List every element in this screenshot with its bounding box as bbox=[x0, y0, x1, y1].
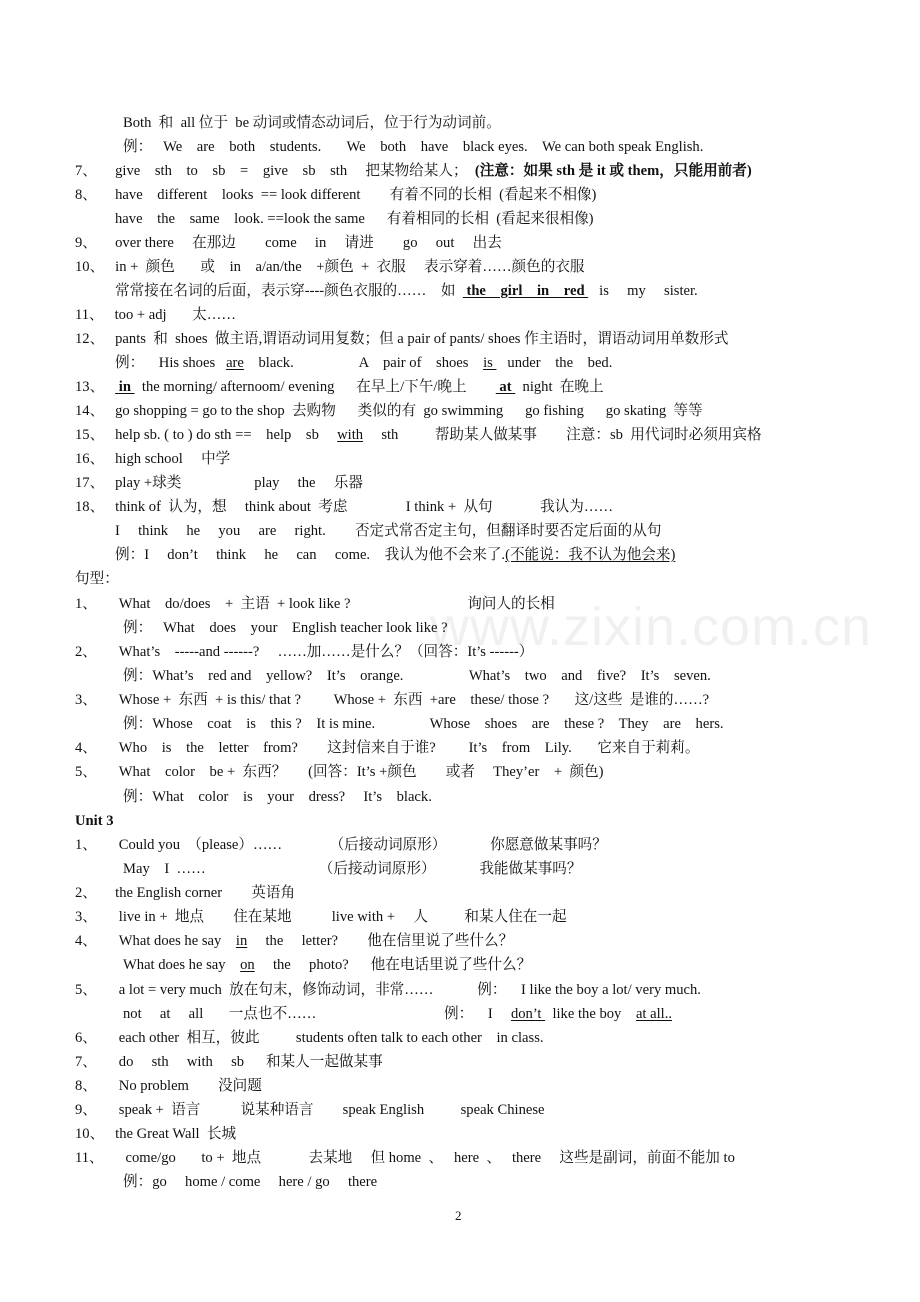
text-segment: 6、 each other 相互，彼此 students often talk to each other in class. bbox=[75, 1030, 544, 1046]
text-segment: 4、 What does he say bbox=[75, 933, 236, 949]
text-segment: 例：I don’t think he can come. 我认为他不会来了. bbox=[115, 547, 506, 563]
text-line bbox=[115, 546, 675, 564]
text-segment: 8、 have different looks == look different 有着不同的长相 (看起来不相像) bbox=[75, 187, 597, 203]
text-line bbox=[75, 908, 567, 926]
text-line bbox=[75, 498, 613, 516]
text-segment: 3、 Whose + 东西 + is this/ that ? Whose + 东西 +are these/ those ? 这/这些 是谁的……? bbox=[75, 692, 710, 708]
text-segment: sth 帮助某人做某事 注意：sb 用代词时必须用宾格 bbox=[363, 427, 762, 443]
text-line bbox=[75, 1125, 236, 1143]
text-line bbox=[75, 234, 502, 252]
text-segment: 3、 live in + 地点 住在某地 live with + 人 和某人住在一起 bbox=[75, 909, 567, 925]
text-segment: I think he you are right. 否定式常否定主句，但翻译时要否定后面的从句 bbox=[115, 523, 662, 539]
underlined-text: (不能说：我不认为他会来) bbox=[505, 547, 676, 563]
underlined-text: at all.. bbox=[635, 1006, 673, 1022]
text-segment: 7、 do sth with sb 和某人一起做某事 bbox=[75, 1054, 383, 1070]
text-segment: 11、 too + adj 太…… bbox=[75, 307, 236, 323]
text-segment: 例： What does your English teacher look like ? bbox=[123, 620, 448, 636]
text-line bbox=[75, 884, 295, 902]
text-line bbox=[123, 138, 703, 156]
text-segment: 14、 go shopping = go to the shop 去购物 类似的有 go swimming go fishing go skating 等等 bbox=[75, 403, 703, 419]
text-segment: 常常接在名词的后面，表示穿----颜色衣服的…… 如 bbox=[115, 283, 463, 299]
text-segment: May I …… （后接动词原形） 我能做某事吗？ bbox=[123, 861, 582, 877]
text-line bbox=[75, 1149, 735, 1167]
underlined-text: is bbox=[483, 355, 497, 371]
text-segment: 4、 Who is the letter from? 这封信来自于谁? It’s from Lily. 它来自于莉莉。 bbox=[75, 740, 700, 756]
text-line bbox=[75, 378, 604, 396]
text-line bbox=[115, 354, 612, 372]
text-segment: 11、 come/go to + 地点 去某地 但 home 、 here 、 there 这些是副词，前面不能加 to bbox=[75, 1150, 735, 1166]
text-line bbox=[75, 763, 604, 781]
text-segment: What does he say bbox=[123, 957, 241, 973]
underlined-text: are bbox=[226, 355, 244, 371]
underlined-text: at bbox=[495, 379, 516, 395]
text-segment: the morning/ afternoom/ evening 在早上/下午/晚上 bbox=[134, 379, 496, 395]
text-line bbox=[75, 932, 513, 950]
underlined-text: with bbox=[337, 427, 364, 443]
text-segment: night 在晚上 bbox=[515, 379, 604, 395]
text-line bbox=[75, 691, 709, 709]
text-line bbox=[123, 619, 448, 637]
text-segment: 5、 a lot = very much 放在句末，修饰动词，非常…… 例： I like the boy a lot/ very much. bbox=[75, 982, 701, 998]
text-segment: 例：go home / come here / go there bbox=[123, 1174, 378, 1190]
text-line bbox=[75, 402, 703, 420]
text-line bbox=[115, 282, 698, 300]
text-line bbox=[123, 114, 501, 132]
text-line bbox=[123, 788, 432, 806]
text-segment: black. A pair of shoes bbox=[243, 355, 484, 371]
text-segment: 7、 give sth to sb = give sb sth 把某物给某人； bbox=[75, 163, 475, 179]
text-line bbox=[75, 1101, 545, 1119]
text-line bbox=[123, 1173, 377, 1191]
text-line bbox=[75, 474, 363, 492]
text-line bbox=[123, 715, 724, 733]
text-line bbox=[75, 330, 728, 348]
text-segment: 15、 help sb. ( to ) do sth == help sb bbox=[75, 427, 338, 443]
text-segment: 例：What’s red and yellow? It’s orange. What’s two and five? It’s seven. bbox=[123, 668, 711, 684]
text-segment: 10、 the Great Wall 长城 bbox=[75, 1126, 237, 1142]
text-line bbox=[123, 667, 711, 685]
text-segment: 1、 Could you （please）…… （后接动词原形） 你愿意做某事吗？ bbox=[75, 837, 607, 853]
text-line bbox=[75, 739, 700, 757]
text-segment: is my sister. bbox=[588, 283, 698, 299]
text-segment: have the same look. ==look the same 有着相同的长相 (看起来很相像) bbox=[115, 211, 594, 227]
text-line bbox=[75, 306, 236, 324]
text-line bbox=[75, 258, 585, 276]
text-segment: 8、 No problem 没问题 bbox=[75, 1078, 262, 1094]
text-line bbox=[75, 981, 701, 999]
text-line bbox=[75, 570, 119, 588]
text-segment: 例： We are both students. We both have black eyes. We can both speak English. bbox=[123, 139, 704, 155]
underlined-text: in bbox=[115, 379, 135, 395]
text-segment: 16、 high school 中学 bbox=[75, 451, 231, 467]
text-segment: 12、 pants 和 shoes 做主语,谓语动词用复数；但 a pair of pants/ shoes 作主语时，谓语动词用单数形式 bbox=[75, 331, 729, 347]
text-segment: 9、 over there 在那边 come in 请进 go out 出去 bbox=[75, 235, 502, 251]
text-line bbox=[75, 450, 230, 468]
text-segment: 9、 speak + 语言 说某种语言 speak English speak Chinese bbox=[75, 1102, 545, 1118]
text-line bbox=[75, 595, 555, 613]
text-line bbox=[75, 836, 607, 854]
text-line bbox=[75, 186, 596, 204]
text-line bbox=[75, 643, 533, 661]
text-line bbox=[115, 210, 594, 228]
text-segment: under the bed. bbox=[496, 355, 613, 371]
text-segment: Unit 3 bbox=[75, 813, 114, 829]
text-line bbox=[75, 1077, 262, 1095]
text-line bbox=[75, 812, 114, 830]
text-line bbox=[75, 162, 752, 180]
underlined-text: on bbox=[240, 957, 255, 973]
text-line bbox=[75, 426, 762, 444]
text-segment: 例：What color is your dress? It’s black. bbox=[123, 789, 432, 805]
text-segment: 2、 What’s -----and ------? ……加……是什么？（回答：It’s ------） bbox=[75, 644, 534, 660]
page-number: 2 bbox=[455, 1208, 462, 1223]
text-segment: 17、 play +球类 play the 乐器 bbox=[75, 475, 363, 491]
underlined-text: the girl in red bbox=[462, 283, 589, 299]
text-line bbox=[123, 860, 581, 878]
text-line bbox=[123, 1005, 672, 1023]
text-line bbox=[123, 956, 531, 974]
text-segment: 5、 What color be + 东西？ (回答：It’s +颜色 或者 They’er + 颜色) bbox=[75, 764, 604, 780]
text-segment: the photo? 他在电话里说了些什么？ bbox=[254, 957, 532, 973]
text-segment: 2、 the English corner 英语角 bbox=[75, 885, 296, 901]
text-segment: Both 和 all 位于 be 动词或情态动词后，位于行为动词前。 bbox=[123, 115, 501, 131]
text-segment: like the boy bbox=[545, 1006, 636, 1022]
text-line bbox=[75, 1029, 544, 1047]
text-segment: 18、 think of 认为，想 think about 考虑 I think + 从句 我认为…… bbox=[75, 499, 614, 515]
text-line bbox=[75, 1053, 383, 1071]
text-segment: 句型： bbox=[75, 571, 119, 587]
text-segment: 例：Whose coat is this ? It is mine. Whose shoes are these ? They are hers. bbox=[123, 716, 724, 732]
text-segment: 13、 bbox=[75, 379, 116, 395]
underlined-text: in bbox=[235, 933, 248, 949]
text-segment: 例： His shoes bbox=[115, 355, 227, 371]
text-segment: the letter? 他在信里说了些什么？ bbox=[247, 933, 514, 949]
watermark: www.zixin.com.cn bbox=[430, 597, 873, 657]
text-segment: 1、 What do/does + 主语 + look like ? 询问人的长相 bbox=[75, 596, 555, 612]
text-segment: 10、 in + 颜色 或 in a/an/the +颜色 + 衣服 表示穿着……颜色的衣服 bbox=[75, 259, 585, 275]
text-segment: not at all 一点也不…… 例： I bbox=[123, 1006, 511, 1022]
text-segment: (注意：如果 sth 是 it 或 them，只能用前者) bbox=[474, 163, 752, 179]
text-line bbox=[115, 522, 661, 540]
underlined-text: don’t bbox=[510, 1006, 546, 1022]
